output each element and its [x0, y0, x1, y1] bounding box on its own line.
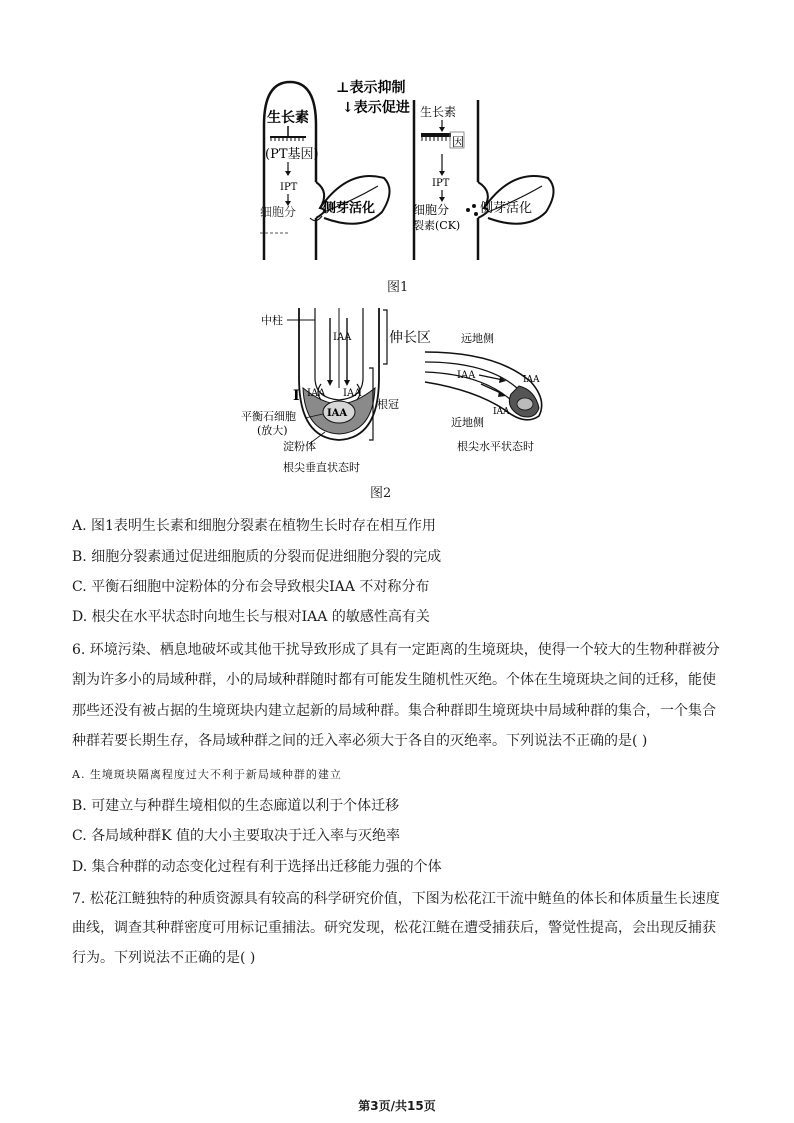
left-bud-label: 侧芽活化: [323, 201, 376, 216]
amyloplast-label: 淀粉体: [283, 440, 316, 453]
vertical-root-caption: 根尖垂直状态时: [283, 461, 360, 474]
figure-1-caption: 图1: [387, 280, 409, 295]
q5-option-a: A. 图1表明生长素和细胞分裂素在植物生长时存在相互作用: [72, 518, 436, 534]
near-side-label: 近地侧: [451, 416, 484, 429]
q6-option-a: A. 生境斑块隔离程度过大不利于新局域种群的建立: [72, 768, 342, 781]
legend-inhibit: ⊥表示抑制: [336, 80, 406, 96]
q5-option-c: C. 平衡石细胞中淀粉体的分布会导致根尖IAA 不对称分布: [72, 579, 430, 595]
q6-stem-line-3: 那些还没有被占据的生境斑块内建立起新的局域种群。集合种群即生境斑块中局域种群的集合，一个集合: [72, 703, 716, 719]
left-cytokinin-label: 细胞分: [260, 205, 297, 219]
cap-left-iaa-label: IAA: [307, 388, 326, 399]
q6-stem-line-2: 割为许多小的局域种群，小的局域种群随时都有可能发生随机性灭绝。个体在生境斑块之间的迁移，能使: [72, 672, 716, 688]
right-gene-label: 因: [452, 135, 465, 149]
horizontal-iaa-label: IAA: [457, 370, 476, 381]
figure-2: [235, 308, 565, 478]
stele-iaa-label: IAA: [333, 332, 352, 343]
marker-i-label: I: [293, 388, 300, 404]
right-cytokinin-label-1: 细胞分: [413, 203, 450, 217]
figure-1: [250, 70, 570, 270]
horizontal-lower-iaa-label: IAA: [493, 407, 510, 417]
right-bud-label: 侧芽活化: [480, 201, 533, 216]
left-auxin-label: 生长素: [267, 110, 309, 126]
horizontal-root-caption: 根尖水平状态时: [457, 440, 534, 453]
right-ipt-label: IPT: [432, 178, 450, 189]
horizontal-upper-iaa-label: IAA: [523, 375, 540, 385]
elongation-zone-label: 伸长区: [389, 330, 431, 346]
root-cap-label: 根冠: [377, 398, 399, 411]
statocyte-label: 平衡石细胞: [241, 410, 296, 423]
q6-option-b: B. 可建立与种群生境相似的生态廊道以利于个体迁移: [72, 798, 400, 814]
left-leaf: [320, 176, 390, 224]
left-pt-gene-label: (PT基因): [265, 147, 319, 162]
right-auxin-label: 生长素: [420, 105, 457, 119]
legend-promote: ↓表示促进: [342, 100, 410, 116]
right-cytokinin-label-2: 裂素(CK): [413, 219, 461, 232]
far-side-label: 远地侧: [461, 332, 494, 345]
figure-2-caption: 图2: [370, 486, 392, 501]
right-leaf: [484, 176, 554, 224]
statocyte-iaa-label: IAA: [327, 408, 348, 419]
q7-stem-line-3: 行为。下列说法不正确的是( ): [72, 950, 256, 966]
q7-stem-line-2: 曲线，调查其种群密度可用标记重捕法。研究发现，松花江鲢在遭受捕获后，警觉性提高，会出现反捕获: [72, 920, 716, 936]
enlarged-label: (放大): [257, 424, 288, 437]
page-footer: 第3页/共15页: [358, 1099, 436, 1113]
cap-right-iaa-label: IAA: [343, 388, 362, 399]
q7-stem-line-1: 7. 松花江鲢独特的种质资源具有较高的科学研究价值，下图为松花江干流中鲢鱼的体长和体质量生长速度: [72, 891, 720, 907]
q5-option-d: D. 根尖在水平状态时向地生长与根对IAA 的敏感性高有关: [72, 609, 430, 625]
q6-option-d: D. 集合种群的动态变化过程有利于选择出迁移能力强的个体: [72, 859, 442, 875]
q5-option-b: B. 细胞分裂素通过促进细胞质的分裂而促进细胞分裂的完成: [72, 549, 442, 565]
left-ipt-label: IPT: [280, 182, 298, 193]
q6-stem-line-1: 6. 环境污染、栖息地破坏或其他干扰导致形成了具有一定距离的生境斑块，使得一个较大的生物种群被分: [72, 642, 720, 658]
q6-stem-line-4: 种群若要长期生存，各局域种群之间的迁入率必须大于各自的灭绝率。下列说法不正确的是( ): [72, 733, 648, 749]
stele-label: 中柱: [261, 314, 283, 327]
q6-option-c: C. 各局域种群K 值的大小主要取决于迁入率与灭绝率: [72, 828, 401, 844]
